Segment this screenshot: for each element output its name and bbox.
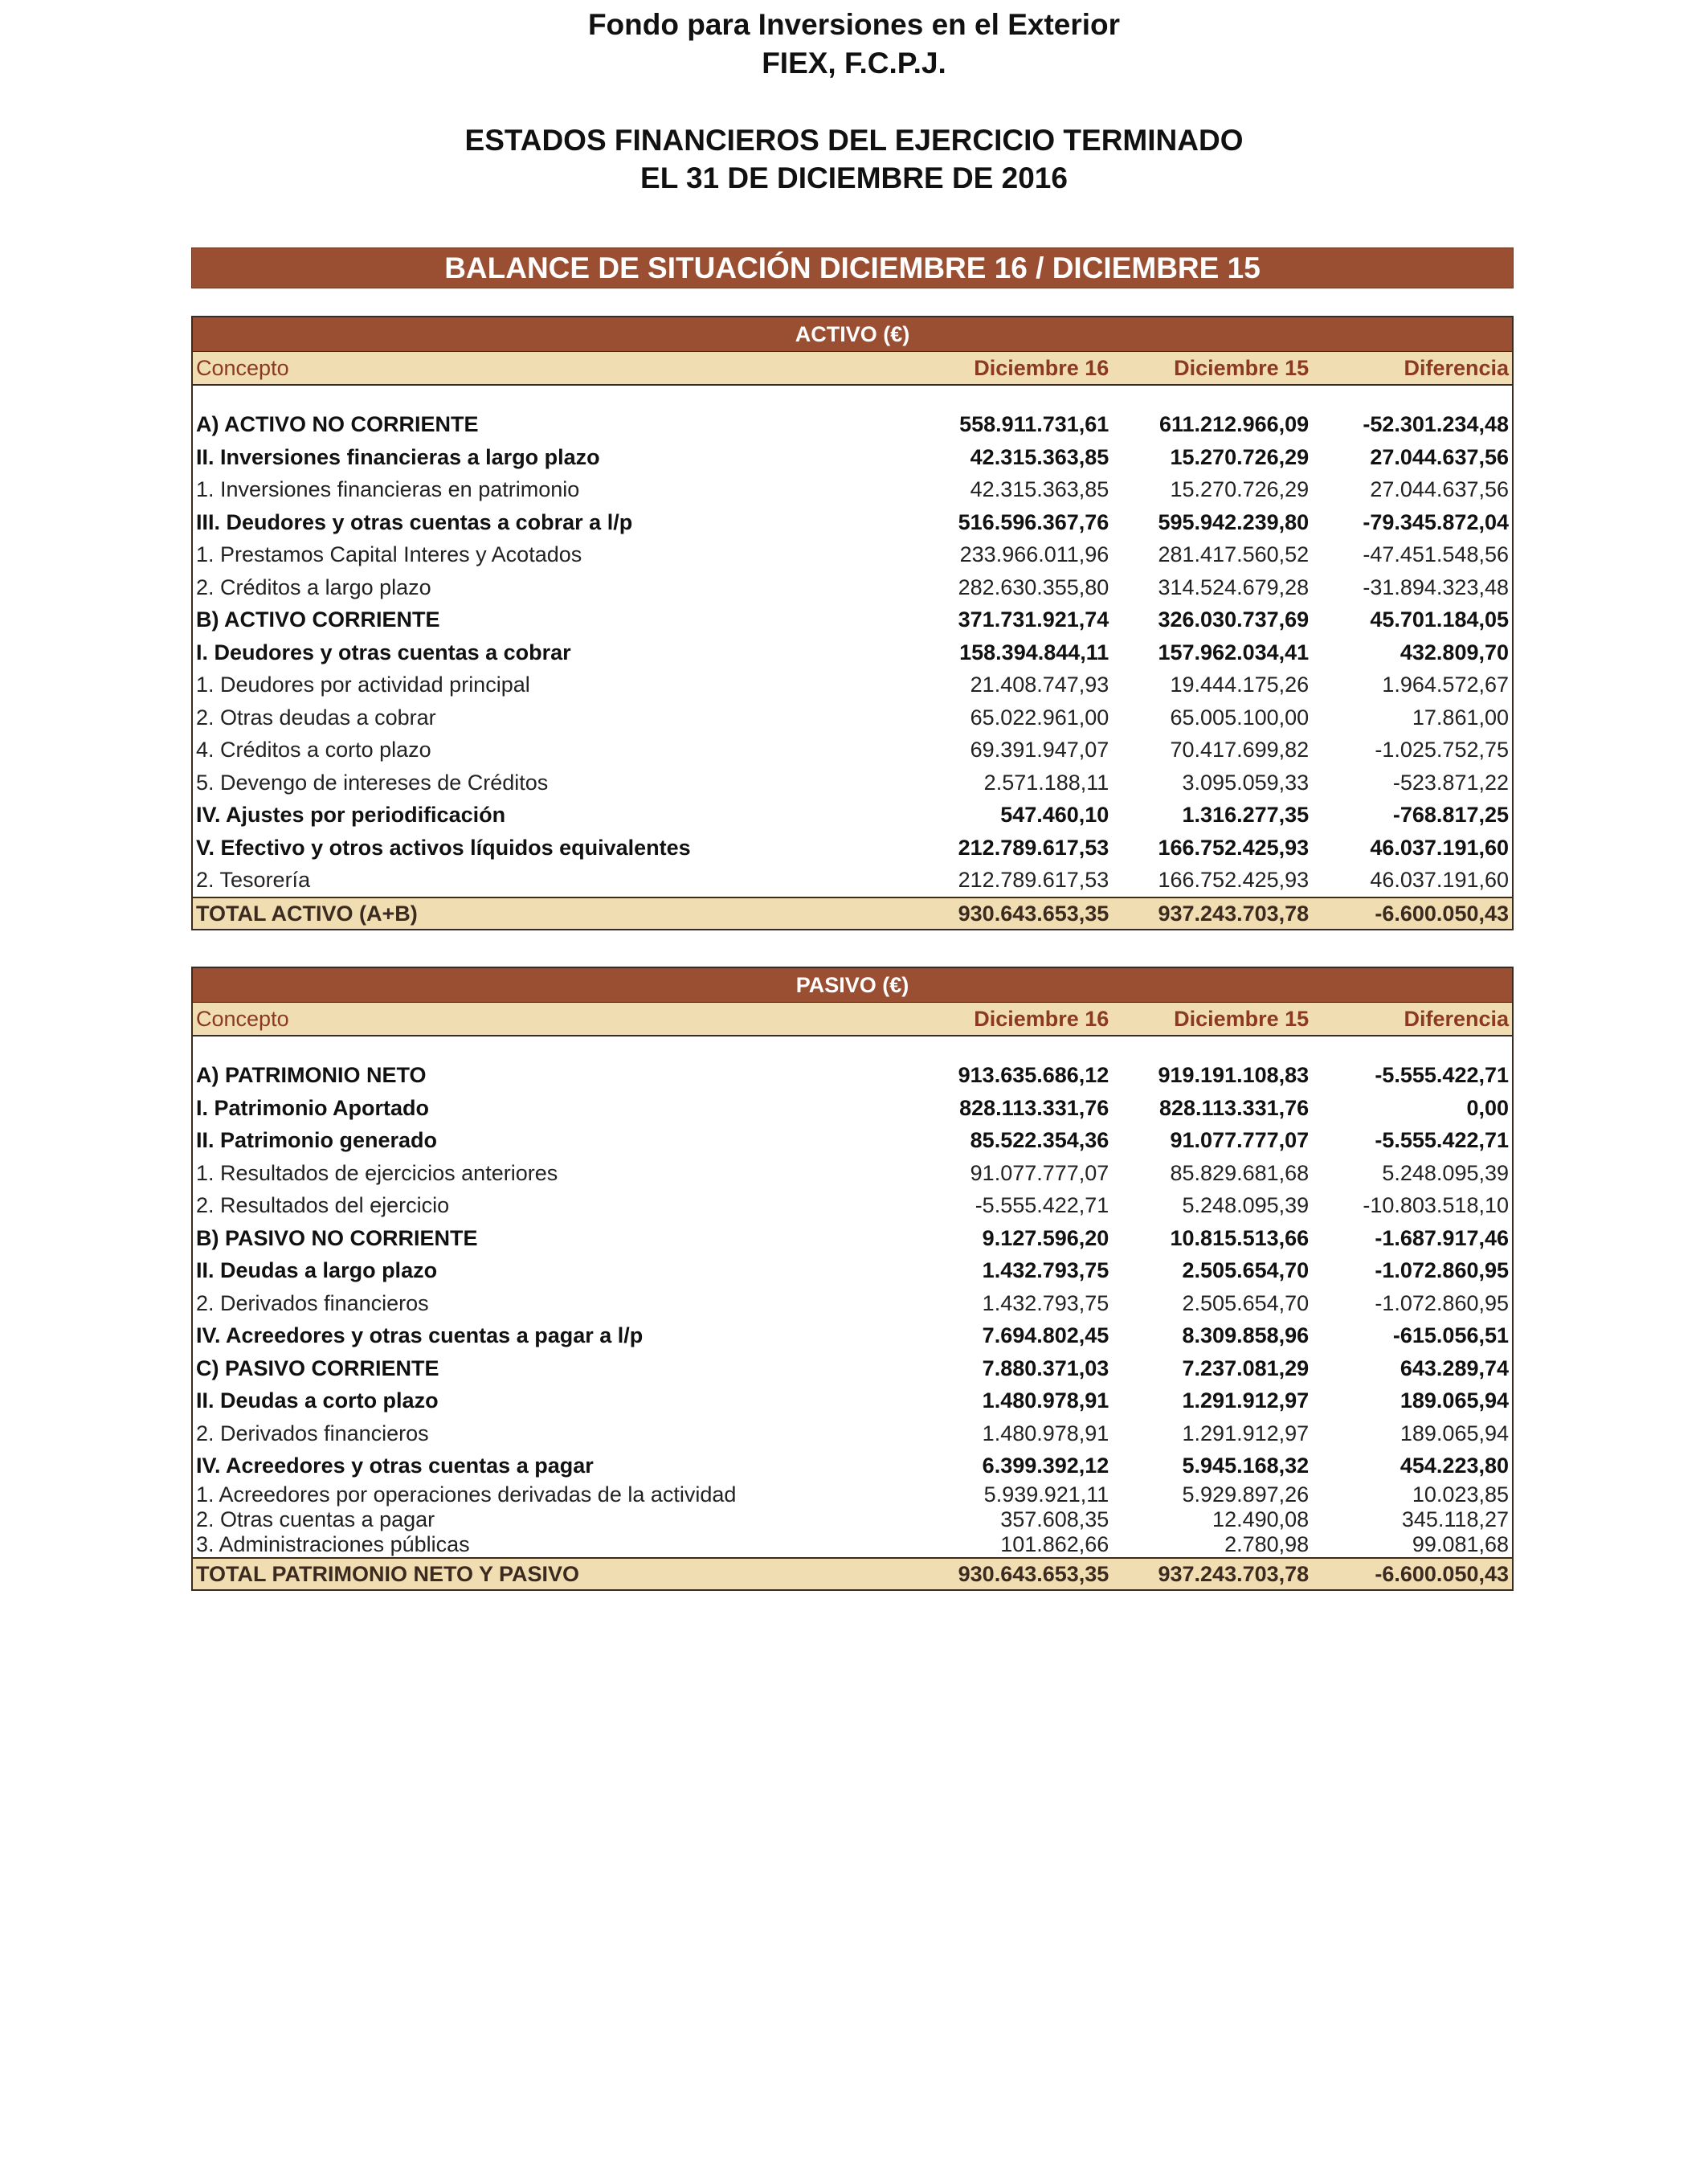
table-row <box>193 799 1512 832</box>
row-dec16: 282.630.355,80 <box>958 574 1109 599</box>
row-dec15: 8.309.858,96 <box>1182 1323 1310 1347</box>
table-row <box>193 538 1512 571</box>
row-dec16: 357.608,35 <box>1000 1507 1109 1531</box>
table-row <box>193 1254 1512 1287</box>
table-row <box>193 767 1512 799</box>
row-dec16: 9.127.596,20 <box>982 1225 1109 1250</box>
row-concept: A) PATRIMONIO NETO <box>196 1063 427 1087</box>
row-diff: 46.037.191,60 <box>1370 868 1510 892</box>
table-row <box>193 701 1512 734</box>
row-concept: 1. Prestamos Capital Interes y Acotados <box>196 542 582 566</box>
row-diff: 345.118,27 <box>1401 1507 1510 1531</box>
activo-rows <box>193 408 1512 897</box>
row-dec15: 70.417.699,82 <box>1170 738 1310 762</box>
statement-date: EL 31 DE DICIEMBRE DE 2016 <box>640 161 1068 194</box>
row-concept: II. Inversiones financieras a largo plazo <box>196 444 600 469</box>
row-dec15: 2.505.654,70 <box>1182 1290 1310 1315</box>
row-diff: -52.301.234,48 <box>1363 412 1510 436</box>
total-dec16: 930.643.653,35 <box>958 1561 1109 1586</box>
row-dec16: 65.022.961,00 <box>970 705 1109 730</box>
row-concept: B) ACTIVO CORRIENTE <box>196 607 440 632</box>
col-header-dec16: Diciembre 16 <box>974 1007 1109 1031</box>
pasivo-column-headers <box>193 1003 1512 1036</box>
row-dec16: 5.939.921,11 <box>983 1482 1109 1507</box>
row-dec16: 42.315.363,85 <box>970 444 1109 469</box>
table-row <box>193 1092 1512 1125</box>
fund-code: FIEX, F.C.P.J. <box>762 47 946 80</box>
row-dec15: 3.095.059,33 <box>1182 770 1310 795</box>
row-dec16: 21.408.747,93 <box>970 673 1109 697</box>
row-concept: V. Efectivo y otros activos líquidos equivalentes <box>196 835 691 860</box>
col-header-dec15: Diciembre 15 <box>1174 356 1310 380</box>
row-diff: 1.964.572,67 <box>1382 673 1510 697</box>
row-dec15: 611.212.966,09 <box>1158 412 1310 436</box>
row-dec16: 42.315.363,85 <box>970 477 1109 501</box>
row-dec15: 326.030.737,69 <box>1158 607 1310 632</box>
table-row <box>193 1222 1512 1255</box>
activo-spacer <box>193 386 1512 408</box>
table-row <box>193 1319 1512 1352</box>
row-dec16: -5.555.422,71 <box>975 1193 1109 1217</box>
col-header-concept: Concepto <box>196 1007 289 1031</box>
table-row <box>193 1532 1512 1557</box>
row-diff: 454.223,80 <box>1399 1453 1510 1478</box>
row-dec16: 1.480.978,91 <box>982 1388 1109 1413</box>
table-row <box>193 1482 1512 1507</box>
row-concept: IV. Ajustes por periodificación <box>196 803 506 827</box>
table-row <box>193 636 1512 669</box>
activo-title: ACTIVO (€) <box>193 317 1512 352</box>
row-dec16: 547.460,10 <box>1000 803 1109 827</box>
row-dec16: 91.077.777,07 <box>970 1160 1109 1185</box>
row-dec16: 913.635.686,12 <box>958 1063 1109 1087</box>
row-diff: -768.817,25 <box>1392 803 1510 827</box>
row-concept: A) ACTIVO NO CORRIENTE <box>196 412 479 436</box>
row-concept: II. Patrimonio generado <box>196 1128 438 1152</box>
total-diff: -6.600.050,43 <box>1375 901 1510 926</box>
row-dec16: 516.596.367,76 <box>958 509 1109 534</box>
total-dec16: 930.643.653,35 <box>958 901 1109 926</box>
row-dec16: 212.789.617,53 <box>958 835 1109 860</box>
row-diff: 432.809,70 <box>1399 640 1510 664</box>
table-row <box>193 1157 1512 1190</box>
row-dec16: 2.571.188,11 <box>983 770 1109 795</box>
row-concept: I. Deudores y otras cuentas a cobrar <box>196 640 571 664</box>
table-row <box>193 668 1512 701</box>
row-diff: 17.861,00 <box>1412 705 1510 730</box>
pasivo-title: PASIVO (€) <box>193 968 1512 1003</box>
row-diff: -5.555.422,71 <box>1375 1128 1510 1152</box>
row-diff: 27.044.637,56 <box>1370 477 1510 501</box>
row-diff: -47.451.548,56 <box>1363 542 1510 566</box>
row-diff: -523.871,22 <box>1392 770 1510 795</box>
row-dec15: 157.962.034,41 <box>1158 640 1310 664</box>
row-concept: 1. Deudores por actividad principal <box>196 673 530 697</box>
row-dec16: 212.789.617,53 <box>958 868 1109 892</box>
row-concept: 4. Créditos a corto plazo <box>196 738 431 762</box>
row-dec15: 281.417.560,52 <box>1158 542 1310 566</box>
row-concept: B) PASIVO NO CORRIENTE <box>196 1225 478 1250</box>
table-row <box>193 734 1512 767</box>
pasivo-table <box>191 967 1514 1591</box>
table-row <box>193 1449 1512 1482</box>
table-row <box>193 1059 1512 1092</box>
row-dec15: 91.077.777,07 <box>1170 1128 1310 1152</box>
row-dec16: 7.880.371,03 <box>982 1355 1109 1380</box>
row-dec15: 166.752.425,93 <box>1158 835 1310 860</box>
row-diff: -1.025.752,75 <box>1375 738 1510 762</box>
row-dec16: 1.432.793,75 <box>982 1258 1109 1282</box>
total-concept: TOTAL ACTIVO (A+B) <box>196 901 418 926</box>
row-dec15: 15.270.726,29 <box>1170 444 1310 469</box>
row-diff: -10.803.518,10 <box>1363 1193 1510 1217</box>
row-concept: 2. Otras cuentas a pagar <box>196 1507 435 1531</box>
row-concept: II. Deudas a corto plazo <box>196 1388 439 1413</box>
row-concept: C) PASIVO CORRIENTE <box>196 1355 439 1380</box>
row-dec15: 2.505.654,70 <box>1182 1258 1310 1282</box>
row-concept: 2. Resultados del ejercicio <box>196 1193 450 1217</box>
row-concept: 1. Resultados de ejercicios anteriores <box>196 1160 558 1185</box>
row-dec15: 7.237.081,29 <box>1182 1355 1310 1380</box>
row-concept: IV. Acreedores y otras cuentas a pagar <box>196 1453 594 1478</box>
row-concept: II. Deudas a largo plazo <box>196 1258 438 1282</box>
col-header-diff: Diferencia <box>1404 356 1510 380</box>
col-header-dec15: Diciembre 15 <box>1174 1007 1310 1031</box>
row-dec15: 1.316.277,35 <box>1182 803 1310 827</box>
row-diff: 46.037.191,60 <box>1370 835 1510 860</box>
total-diff: -6.600.050,43 <box>1375 1561 1510 1586</box>
row-dec15: 5.248.095,39 <box>1182 1193 1310 1217</box>
table-row <box>193 473 1512 506</box>
row-diff: 189.065,94 <box>1399 1388 1510 1413</box>
row-diff: 0,00 <box>1466 1095 1510 1120</box>
pasivo-rows <box>193 1059 1512 1557</box>
table-row <box>193 441 1512 474</box>
row-diff: -1.072.860,95 <box>1375 1290 1510 1315</box>
row-dec16: 371.731.921,74 <box>958 607 1109 632</box>
row-concept: 2. Derivados financieros <box>196 1290 429 1315</box>
row-concept: 2. Créditos a largo plazo <box>196 574 431 599</box>
table-row <box>193 571 1512 604</box>
pasivo-total-row <box>193 1557 1512 1589</box>
row-dec16: 85.522.354,36 <box>970 1128 1109 1152</box>
row-dec16: 7.694.802,45 <box>982 1323 1109 1347</box>
row-dec16: 1.432.793,75 <box>982 1290 1109 1315</box>
activo-total-row <box>193 897 1512 929</box>
row-diff: -5.555.422,71 <box>1375 1063 1510 1087</box>
row-dec15: 1.291.912,97 <box>1182 1421 1310 1445</box>
row-concept: 1. Acreedores por operaciones derivadas de la actividad <box>196 1482 737 1507</box>
row-dec15: 919.191.108,83 <box>1158 1063 1310 1087</box>
row-dec15: 19.444.175,26 <box>1170 673 1310 697</box>
activo-column-headers <box>193 352 1512 386</box>
row-dec15: 2.780,98 <box>1224 1531 1310 1556</box>
row-dec15: 12.490,08 <box>1212 1507 1310 1531</box>
balance-title: BALANCE DE SITUACIÓN DICIEMBRE 16 / DICIEMBRE 15 <box>191 247 1514 288</box>
row-dec16: 558.911.731,61 <box>959 412 1109 436</box>
row-dec15: 5.929.897,26 <box>1182 1482 1310 1507</box>
col-header-diff: Diferencia <box>1404 1007 1510 1031</box>
row-diff: 643.289,74 <box>1399 1355 1510 1380</box>
row-concept: 2. Otras deudas a cobrar <box>196 705 436 730</box>
row-dec15: 1.291.912,97 <box>1182 1388 1310 1413</box>
col-header-dec16: Diciembre 16 <box>974 356 1109 380</box>
row-concept: 2. Derivados financieros <box>196 1421 429 1445</box>
row-dec16: 233.966.011,96 <box>959 542 1109 566</box>
row-concept: IV. Acreedores y otras cuentas a pagar a l/p <box>196 1323 644 1347</box>
row-concept: 3. Administraciones públicas <box>196 1531 470 1556</box>
row-dec15: 828.113.331,76 <box>1158 1095 1310 1120</box>
table-row <box>193 603 1512 636</box>
row-concept: I. Patrimonio Aportado <box>196 1095 429 1120</box>
table-row <box>193 1507 1512 1532</box>
row-diff: 45.701.184,05 <box>1370 607 1510 632</box>
row-diff: -1.687.917,46 <box>1375 1225 1510 1250</box>
table-row <box>193 1287 1512 1320</box>
row-concept: 2. Tesorería <box>196 868 311 892</box>
row-dec15: 166.752.425,93 <box>1158 868 1310 892</box>
table-row <box>193 1352 1512 1385</box>
table-row <box>193 506 1512 539</box>
row-diff: -1.072.860,95 <box>1375 1258 1510 1282</box>
table-row <box>193 864 1512 897</box>
row-diff: 5.248.095,39 <box>1382 1160 1510 1185</box>
table-row <box>193 408 1512 441</box>
row-dec16: 1.480.978,91 <box>982 1421 1109 1445</box>
total-dec15: 937.243.703,78 <box>1158 1561 1310 1586</box>
row-dec16: 69.391.947,07 <box>970 738 1109 762</box>
table-row <box>193 1124 1512 1157</box>
table-row <box>193 1384 1512 1417</box>
row-diff: 27.044.637,56 <box>1370 444 1510 469</box>
statement-title: ESTADOS FINANCIEROS DEL EJERCICIO TERMINADO <box>464 124 1244 157</box>
row-diff: 189.065,94 <box>1399 1421 1510 1445</box>
total-dec15: 937.243.703,78 <box>1158 901 1310 926</box>
pasivo-spacer <box>193 1036 1512 1059</box>
row-dec15: 85.829.681,68 <box>1170 1160 1310 1185</box>
row-diff: 99.081,68 <box>1412 1531 1510 1556</box>
table-row <box>193 1417 1512 1450</box>
row-dec16: 158.394.844,11 <box>959 640 1109 664</box>
row-concept: III. Deudores y otras cuentas a cobrar a l/p <box>196 509 633 534</box>
row-concept: 1. Inversiones financieras en patrimonio <box>196 477 580 501</box>
row-dec15: 314.524.679,28 <box>1158 574 1310 599</box>
row-dec15: 10.815.513,66 <box>1170 1225 1310 1250</box>
row-diff: -31.894.323,48 <box>1363 574 1510 599</box>
row-diff: 10.023,85 <box>1412 1482 1510 1507</box>
total-concept: TOTAL PATRIMONIO NETO Y PASIVO <box>196 1561 580 1586</box>
row-dec15: 65.005.100,00 <box>1170 705 1310 730</box>
row-dec16: 828.113.331,76 <box>959 1095 1109 1120</box>
row-dec15: 595.942.239,80 <box>1158 509 1310 534</box>
activo-table <box>191 316 1514 930</box>
table-row <box>193 832 1512 865</box>
col-header-concept: Concepto <box>196 356 289 380</box>
table-row <box>193 1189 1512 1222</box>
row-dec15: 15.270.726,29 <box>1170 477 1310 501</box>
row-concept: 5. Devengo de intereses de Créditos <box>196 770 549 795</box>
row-diff: -615.056,51 <box>1392 1323 1510 1347</box>
fund-name: Fondo para Inversiones en el Exterior <box>587 8 1121 41</box>
row-dec15: 5.945.168,32 <box>1182 1453 1310 1478</box>
row-dec16: 6.399.392,12 <box>982 1453 1109 1478</box>
row-diff: -79.345.872,04 <box>1363 509 1510 534</box>
row-dec16: 101.862,66 <box>1000 1531 1109 1556</box>
